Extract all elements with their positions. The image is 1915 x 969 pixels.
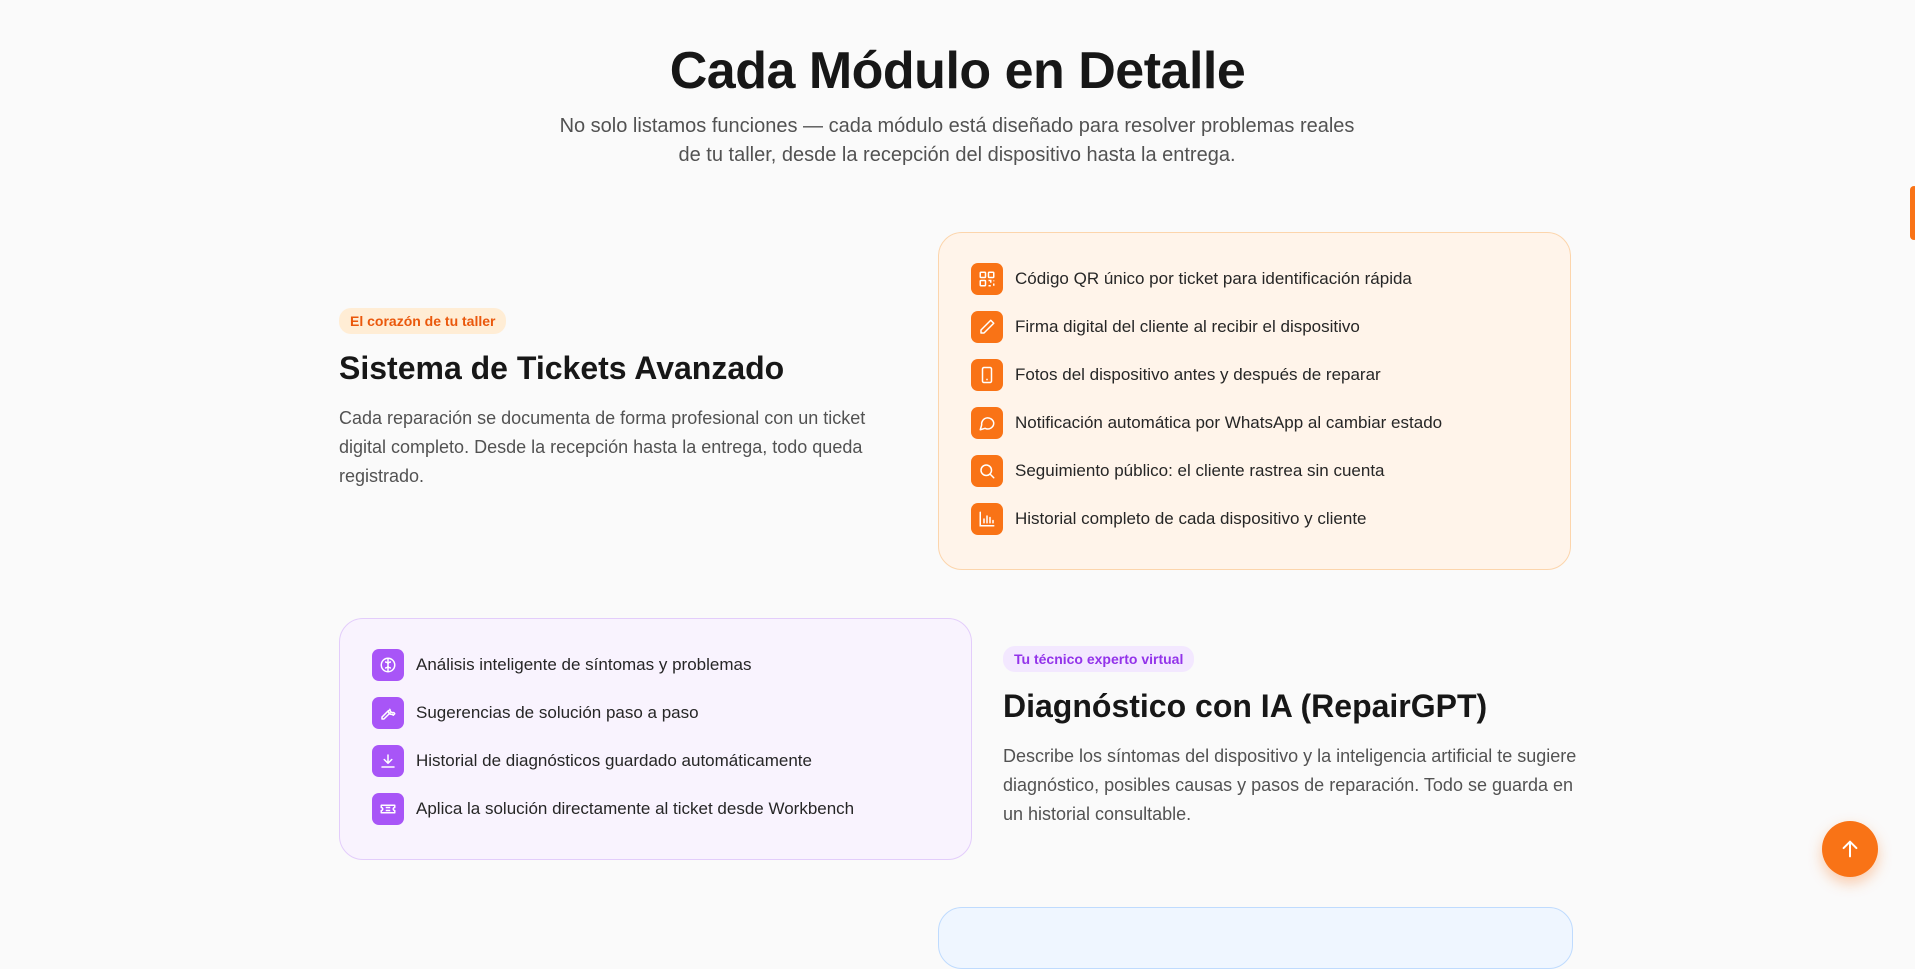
feature-item bbox=[372, 793, 939, 825]
feature-item bbox=[372, 697, 939, 729]
search-icon bbox=[971, 455, 1003, 487]
feature-label: Aplica la solución directamente al ticket desde Workbench bbox=[416, 799, 855, 818]
feature-label: Historial de diagnósticos guardado automáticamente bbox=[416, 751, 812, 770]
module-badge: Tu técnico experto virtual bbox=[1003, 646, 1194, 672]
module-ai-features-card bbox=[339, 618, 972, 860]
feature-label: Análisis inteligente de síntomas y problemas bbox=[416, 655, 752, 674]
download-icon bbox=[372, 745, 404, 777]
module-description: Cada reparación se documenta de forma profesional con un ticket digital completo. Desde la recepción hasta la entrega, todo queda registrado. bbox=[339, 408, 866, 486]
brain-icon bbox=[372, 649, 404, 681]
qr-code-icon bbox=[971, 263, 1003, 295]
ticket-icon bbox=[372, 793, 404, 825]
scroll-to-top-button[interactable] bbox=[1822, 821, 1878, 877]
module-badge: El corazón de tu taller bbox=[339, 308, 506, 334]
feature-label: Firma digital del cliente al recibir el dispositivo bbox=[1015, 317, 1360, 336]
feature-item bbox=[971, 503, 1538, 535]
feature-item bbox=[971, 311, 1538, 343]
feature-item bbox=[372, 745, 939, 777]
feature-label: Notificación automática por WhatsApp al cambiar estado bbox=[1015, 413, 1443, 432]
arrow-up-icon bbox=[1839, 838, 1861, 860]
section-title: Cada Módulo en Detalle bbox=[669, 42, 1246, 100]
message-circle-icon bbox=[971, 407, 1003, 439]
feature-item bbox=[971, 407, 1538, 439]
module-description: Describe los síntomas del dispositivo y la inteligencia artificial te sugiere diagnóstico, posibles causas y pasos de reparación. Todo se guarda en un historial consultable. bbox=[1003, 746, 1577, 824]
bar-chart-icon bbox=[971, 503, 1003, 535]
pen-icon bbox=[971, 311, 1003, 343]
module-tickets-features-card bbox=[938, 232, 1571, 570]
feature-item bbox=[971, 359, 1538, 391]
module-ai-info bbox=[1003, 646, 1583, 829]
scroll-indicator[interactable] bbox=[1910, 186, 1915, 240]
feature-label: Código QR único por ticket para identificación rápida bbox=[1015, 269, 1412, 288]
feature-label: Sugerencias de solución paso a paso bbox=[416, 703, 699, 722]
next-module-card bbox=[938, 907, 1573, 969]
feature-item bbox=[971, 455, 1538, 487]
feature-item bbox=[372, 649, 939, 681]
section-subtitle: No solo listamos funciones — cada módulo está diseñado para resolver problemas reales de tu taller, desde la recepción del dispositivo hasta la entrega. bbox=[559, 115, 1355, 166]
feature-label: Seguimiento público: el cliente rastrea sin cuenta bbox=[1015, 461, 1385, 480]
module-title: Diagnóstico con IA (RepairGPT) bbox=[1003, 688, 1488, 724]
feature-item bbox=[971, 263, 1538, 295]
feature-label: Historial completo de cada dispositivo y cliente bbox=[1015, 509, 1367, 528]
module-tickets-info bbox=[339, 308, 909, 491]
feature-label: Fotos del dispositivo antes y después de reparar bbox=[1015, 365, 1381, 384]
module-title: Sistema de Tickets Avanzado bbox=[339, 350, 785, 386]
smartphone-icon bbox=[971, 359, 1003, 391]
wrench-icon bbox=[372, 697, 404, 729]
